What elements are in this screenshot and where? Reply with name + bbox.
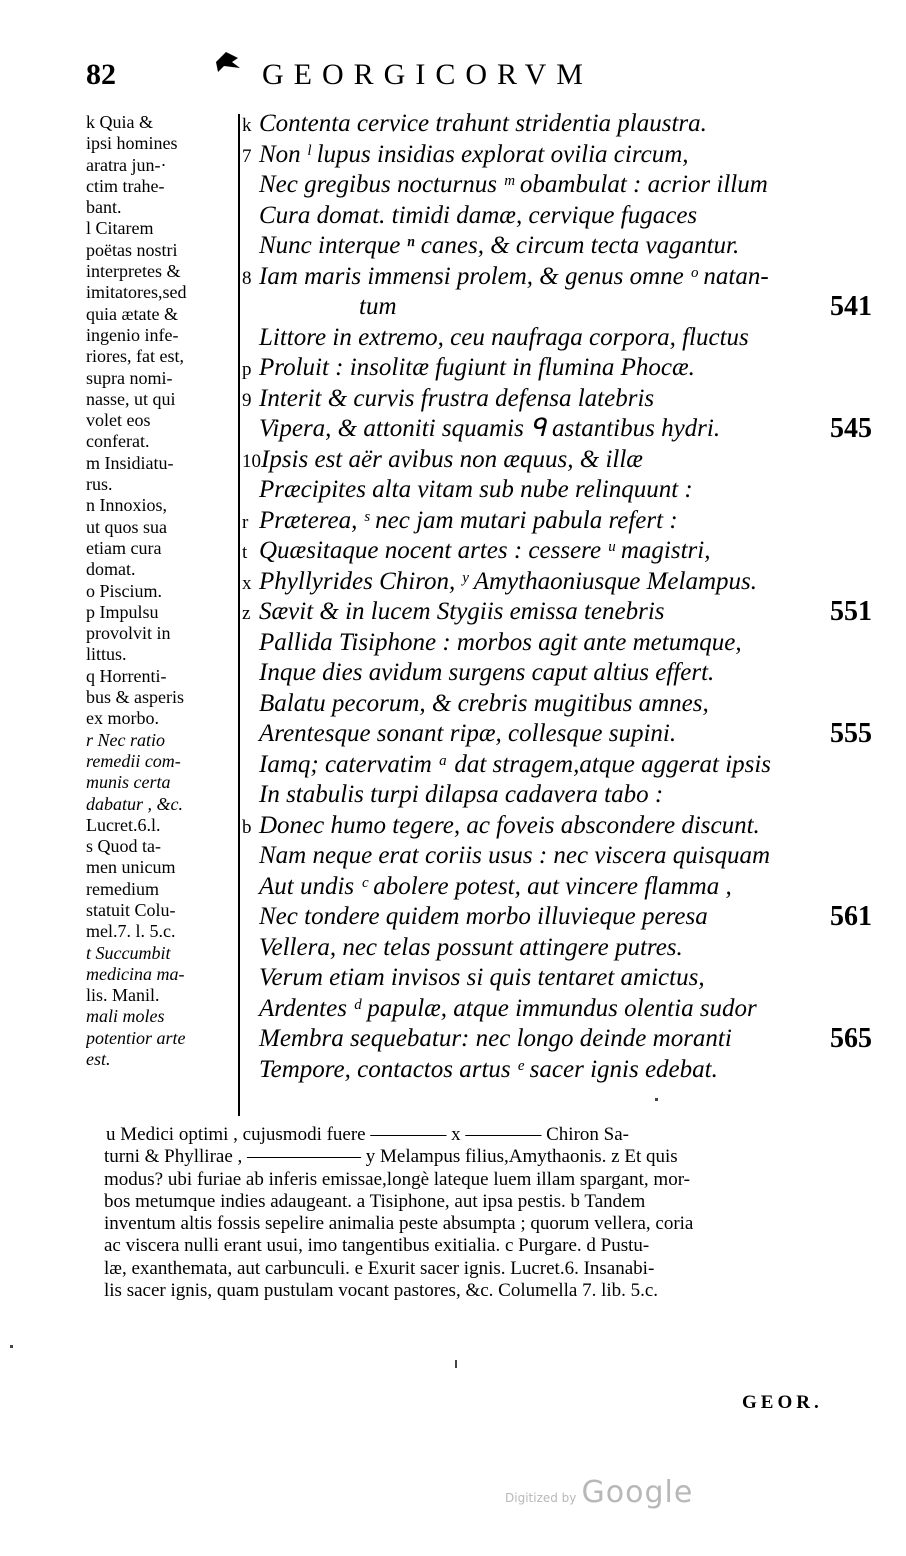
marginal-note-line: ipsi homines [86, 133, 178, 154]
marginal-note-line: poëtas nostri [86, 239, 178, 260]
verse-line [242, 231, 872, 262]
marginal-note-line: medicina ma- [86, 963, 185, 984]
verse-line [242, 628, 872, 659]
verse-line [242, 323, 872, 354]
poem-column [242, 109, 872, 1085]
marginal-note-line: ctim trahe- [86, 175, 165, 196]
marginal-note-line: munis certa [86, 772, 171, 793]
verse-text: Nam neque erat coriis usus : nec viscera quisquam [259, 842, 771, 869]
marginal-note-line: mali moles [86, 1006, 165, 1027]
verse-text: In stabulis turpi dilapsa cadavera tabo : [259, 781, 664, 808]
verse-text: Donec humo tegere, ac foveis abscondere discunt. [259, 811, 760, 839]
footnote-line: bos metumque indies adaugeant. a Tisiphone, aut ipsa pestis. b Tandem [104, 1190, 646, 1212]
verse-line [242, 811, 872, 842]
verse-line-number: 551 [830, 596, 872, 627]
marginal-note-line: k Quia & [86, 112, 153, 132]
verse-marker: z [242, 603, 251, 624]
verse-line-number: 541 [830, 291, 872, 322]
verse-line [242, 536, 872, 567]
marginal-note-line: n Innoxios, [86, 495, 167, 516]
verse-text: tum [359, 293, 397, 320]
verse-marker: 9 [242, 389, 252, 411]
verse-marker: 10 [242, 450, 261, 472]
verse-text: Tempore, contactos artus ᵉ sacer ignis edebat. [259, 1055, 718, 1083]
marginal-note-line: men unicum [86, 857, 176, 878]
marginal-note-line: m Insidiatu- [86, 452, 174, 473]
verse-text: Verum etiam invisos si quis tentaret amictus, [259, 964, 705, 991]
verse-text: Nunc interque ⁿ canes, & circum tecta vagantur. [259, 232, 740, 259]
marginal-note-line: q Horrenti- [86, 665, 167, 686]
marginal-note-line: quia ætate & [86, 303, 178, 324]
verse-marker: p [242, 359, 252, 380]
digitized-watermark [505, 1475, 693, 1510]
verse-line [242, 933, 872, 964]
verse-marker: b [242, 816, 252, 838]
footnotes [104, 1124, 844, 1302]
verse-line [242, 658, 872, 689]
verse-text: Aut undis ᶜ abolere potest, aut vincere flamma , [259, 872, 732, 900]
verse-marker: 7 [242, 145, 252, 167]
marginal-note-line: remedium [86, 878, 159, 899]
verse-line [242, 475, 872, 506]
verse-text: Non ˡ lupus insidias explorat ovilia circum, [259, 140, 689, 168]
scan-speck [10, 1345, 13, 1348]
verse-line [242, 963, 872, 994]
verse-line [242, 902, 872, 933]
marginal-note-line: remedii com- [86, 750, 181, 771]
verse-text: Iamq; catervatim ᵃ dat stragem,atque aggerat ipsis [259, 750, 771, 778]
verse-marker: 8 [242, 267, 252, 289]
marginal-note-line: statuit Colu- [86, 899, 176, 920]
marginal-note-line: provolvit in [86, 623, 171, 644]
verse-text: Littore in extremo, ceu naufraga corpora, fluctus [259, 323, 749, 351]
verse-text: Sævit & in lucem Stygiis emissa tenebris [259, 598, 665, 625]
verse-line [242, 750, 872, 781]
marginal-note-line: domat. [86, 559, 136, 580]
marginal-note-line: nasse, ut qui [86, 388, 176, 409]
marginal-note-line: est. [86, 1049, 111, 1070]
marginal-note-line: mel.7. l. 5.c. [86, 921, 176, 942]
verse-line [242, 689, 872, 720]
marginal-note-line: potentior arte [86, 1027, 186, 1048]
verse-line [242, 506, 872, 537]
verse-text: Contenta cervice trahunt stridentia plaustra. [259, 110, 707, 137]
verse-text: Arentesque sonant ripæ, collesque supini. [259, 720, 677, 747]
marginal-note-line: bant. [86, 197, 122, 218]
verse-line [242, 1024, 872, 1055]
marginal-note-line: s Quod ta- [86, 836, 161, 857]
marginal-note-line: rus. [86, 474, 113, 495]
column-divider [238, 114, 240, 1116]
marginal-notes-column [86, 112, 236, 1070]
scan-speck [655, 1098, 658, 1101]
verse-line [242, 201, 872, 232]
marginal-note-line: ex morbo. [86, 708, 159, 729]
footnote-line: turni & Phyllirae , —————— y Melampus filius,Amythaonis. z Et quis [104, 1146, 678, 1168]
footnote-line: inventum altis fossis sepelire animalia peste absumpta ; quorum vellera, coria [104, 1213, 694, 1235]
verse-text: Interit & curvis frustra defensa latebris [259, 384, 655, 412]
verse-text: Nec gregibus nocturnus ᵐ obambulat : acrior illum [259, 171, 768, 198]
footnote-line: u Medici optimi , cujusmodi fuere ———— x ———— Chiron Sa- [106, 1124, 629, 1145]
verse-text: Iam maris immensi prolem, & genus omne ᵒ natan- [259, 262, 769, 290]
verse-line [242, 109, 872, 140]
marginal-note-line: littus. [86, 644, 127, 665]
verse-text: Vellera, nec telas possunt attingere putres. [259, 933, 683, 961]
marginal-note-line: o Piscium. [86, 580, 163, 601]
verse-line [242, 597, 872, 628]
verse-text: Proluit : insolitæ fugiunt in flumina Phocæ. [259, 354, 695, 381]
verse-text: Phyllyrides Chiron, ʸ Amythaoniusque Melampus. [259, 567, 757, 595]
watermark-small-text: Digitized by [505, 1491, 577, 1505]
verse-line [242, 292, 872, 323]
footnote-line: modus? ubi furiae ab inferis emissae,longè lateque luem illam spargant, mor- [104, 1168, 690, 1190]
verse-text: Vipera, & attoniti squamis ᑫ astantibus hydri. [259, 415, 721, 442]
marginal-note-line: etiam cura [86, 537, 162, 558]
marginal-note-line: dabatur , &c. [86, 793, 183, 814]
verse-line [242, 384, 872, 415]
verse-line [242, 841, 872, 872]
verse-text: Quæsitaque nocent artes : cessere ᵘ magistri, [259, 537, 711, 564]
verse-text: Ipsis est aër avibus non æquus, & illæ [261, 445, 643, 473]
verse-text: Membra sequebatur: nec longo deinde moranti [259, 1025, 732, 1052]
running-title: GEORGICORVM [262, 58, 593, 91]
verse-line [242, 353, 872, 384]
marginal-note-line: supra nomi- [86, 367, 173, 388]
verse-line [242, 994, 872, 1025]
verse-line [242, 1055, 872, 1086]
verse-line-number: 565 [830, 1023, 872, 1054]
verse-text: Præcipites alta vitam sub nube relinquunt : [259, 476, 693, 503]
marginal-note-line: ut quos sua [86, 516, 167, 537]
marginal-note-line: aratra jun-· [86, 154, 167, 175]
marginal-note-line: conferat. [86, 431, 150, 452]
ink-blot-icon [212, 48, 242, 74]
verse-line [242, 445, 872, 476]
footnote-line: ac viscera nulli erant usui, imo tangentibus exitialia. c Purgare. d Pustu- [104, 1235, 650, 1257]
verse-line [242, 262, 872, 293]
marginal-note-line: ingenio infe- [86, 324, 179, 345]
verse-text: Cura domat. timidi damæ, cervique fugaces [259, 201, 698, 229]
verse-marker: x [242, 572, 252, 594]
verse-line-number: 545 [830, 413, 872, 444]
marginal-note-line: volet eos [86, 410, 151, 431]
verse-marker: r [242, 511, 249, 533]
verse-text: Inque dies avidum surgens caput altius effert. [259, 659, 715, 686]
verse-line-number: 561 [830, 901, 872, 932]
verse-line [242, 414, 872, 445]
footnote-line: lis sacer ignis, quam pustulam vocant pastores, &c. Columella 7. lib. 5.c. [104, 1280, 659, 1302]
marginal-note-line: riores, fat est, [86, 346, 184, 367]
verse-text: Nec tondere quidem morbo illuvieque peresa [259, 903, 708, 930]
watermark-brand: Google [581, 1475, 694, 1510]
marginal-note-line: bus & asperis [86, 687, 184, 708]
marginal-note-line: l Citarem [86, 218, 154, 239]
verse-line [242, 567, 872, 598]
verse-line [242, 719, 872, 750]
verse-line [242, 872, 872, 903]
verse-text: Ardentes ᵈ papulæ, atque immundus olentia sudor [259, 994, 757, 1022]
scan-speck [455, 1360, 457, 1368]
verse-text: Balatu pecorum, & crebris mugitibus amnes, [259, 689, 709, 717]
verse-line [242, 170, 872, 201]
marginal-note-line: p Impulsu [86, 601, 159, 622]
marginal-note-line: t Succumbit [86, 942, 171, 963]
verse-marker: k [242, 115, 252, 136]
marginal-note-line: r Nec ratio [86, 729, 165, 750]
verse-text: Pallida Tisiphone : morbos agit ante metumque, [259, 628, 742, 656]
footnote-line: læ, exanthemata, aut carbunculi. e Exurit sacer ignis. Lucret.6. Insanabi- [104, 1257, 655, 1279]
verse-line [242, 780, 872, 811]
catchword: GEOR. [742, 1392, 823, 1413]
page-number: 82 [86, 58, 116, 91]
verse-text: Præterea, ˢ nec jam mutari pabula refert : [259, 506, 678, 534]
marginal-note-line: lis. Manil. [86, 985, 160, 1006]
marginal-note-line: imitatores,sed [86, 282, 187, 303]
verse-marker: t [242, 542, 248, 563]
marginal-note-line: interpretes & [86, 261, 181, 282]
verse-line [242, 140, 872, 171]
marginal-note-line: Lucret.6.l. [86, 814, 161, 835]
verse-line-number: 555 [830, 718, 872, 749]
